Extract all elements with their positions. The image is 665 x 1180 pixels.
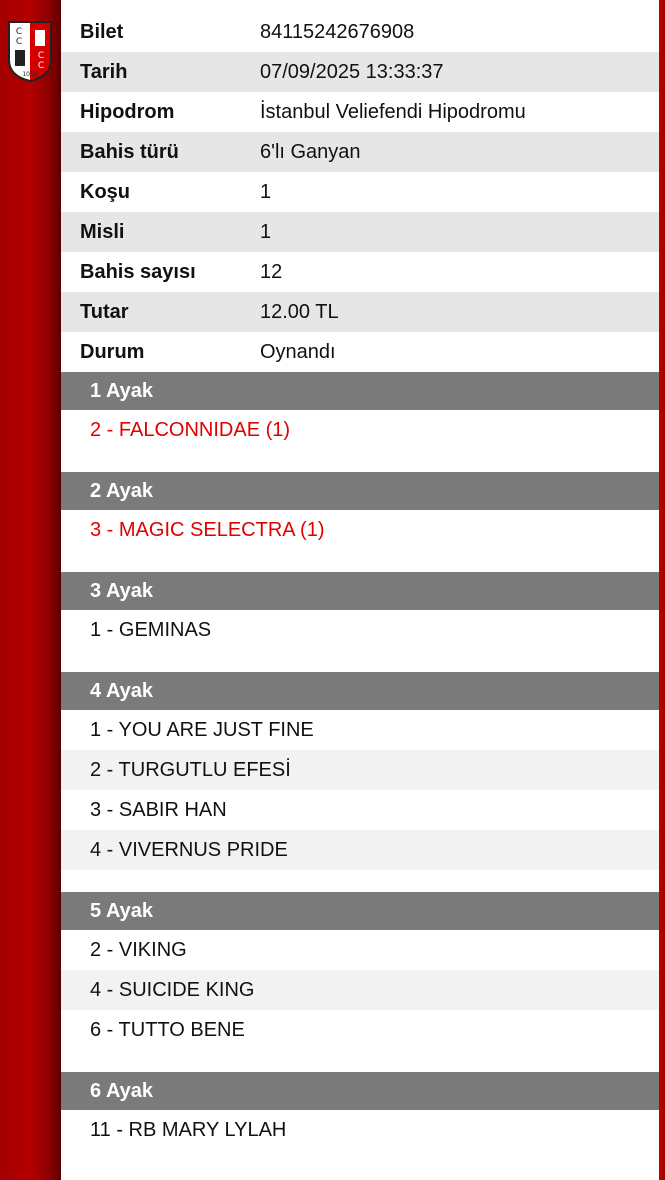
info-row-hipodrom xyxy=(61,92,659,132)
ticket-detail xyxy=(61,12,659,1150)
info-value: 6'lı Ganyan xyxy=(260,140,361,163)
ticket-info xyxy=(61,12,659,372)
right-rail xyxy=(659,0,665,1180)
leg-header-6: 6 Ayak xyxy=(61,1072,659,1110)
info-row-bahis-turu xyxy=(61,132,659,172)
leg-horse: 2 - VIKING xyxy=(90,938,187,961)
leg-horse: 3 - SABIR HAN xyxy=(90,798,227,821)
info-value: 1 xyxy=(260,180,272,203)
leg-horse: 2 - TURGUTLU EFESİ xyxy=(61,750,659,790)
leg-horse: 11 - RB MARY LYLAH xyxy=(90,1118,287,1141)
leg-horse: 6 - TUTTO BENE xyxy=(90,1018,245,1041)
left-rail xyxy=(0,0,61,1180)
leg-spacer xyxy=(61,550,659,572)
info-label: Bilet xyxy=(80,20,124,43)
info-row-kosu xyxy=(61,172,659,212)
info-row-tutar xyxy=(61,292,659,332)
info-label: Durum xyxy=(80,340,145,363)
leg-spacer xyxy=(61,1050,659,1072)
leg-horse: 1 - YOU ARE JUST FINE xyxy=(90,718,314,741)
info-value: İstanbul Veliefendi Hipodromu xyxy=(260,100,526,123)
info-label: Bahis türü xyxy=(80,140,179,163)
leg-horse: 4 - VIVERNUS PRIDE xyxy=(61,830,659,870)
info-row-durum xyxy=(61,332,659,372)
leg-horse: 3 - MAGIC SELECTRA (1) xyxy=(90,518,325,541)
leg-horse: 2 - FALCONNIDAE (1) xyxy=(90,418,291,441)
svg-text:C: C xyxy=(37,51,45,61)
leg-spacer xyxy=(61,870,659,892)
info-value: 12 xyxy=(260,260,283,283)
club-shield-icon xyxy=(5,20,55,82)
leg-header-4: 4 Ayak xyxy=(61,672,659,710)
leg-spacer xyxy=(61,450,659,472)
info-value: 1 xyxy=(260,220,272,243)
info-value: 12.00 TL xyxy=(260,300,339,323)
info-row-misli xyxy=(61,212,659,252)
svg-text:C: C xyxy=(15,27,23,37)
svg-text:C: C xyxy=(37,61,45,71)
info-label: Koşu xyxy=(80,180,130,203)
leg-header-2: 2 Ayak xyxy=(61,472,659,510)
info-row-bahis-sayisi xyxy=(61,252,659,292)
info-label: Bahis sayısı xyxy=(80,260,196,283)
leg-horse: 4 - SUICIDE KING xyxy=(61,970,659,1010)
info-value: 07/09/2025 13:33:37 xyxy=(260,60,444,83)
info-value: 84115242676908 xyxy=(260,20,415,43)
info-row-tarih xyxy=(61,52,659,92)
info-label: Hipodrom xyxy=(80,100,175,123)
info-label: Tarih xyxy=(80,60,128,83)
leg-header-5: 5 Ayak xyxy=(61,892,659,930)
leg-horse: 1 - GEMINAS xyxy=(90,618,212,641)
info-row-bilet xyxy=(61,12,659,52)
leg-header-1: 1 Ayak xyxy=(61,372,659,410)
svg-text:C: C xyxy=(15,37,23,47)
svg-text:1050: 1050 xyxy=(22,71,38,78)
leg-spacer xyxy=(61,650,659,672)
leg-header-3: 3 Ayak xyxy=(61,572,659,610)
info-value: Oynandı xyxy=(260,340,336,363)
info-label: Misli xyxy=(80,220,125,243)
info-label: Tutar xyxy=(80,300,129,323)
